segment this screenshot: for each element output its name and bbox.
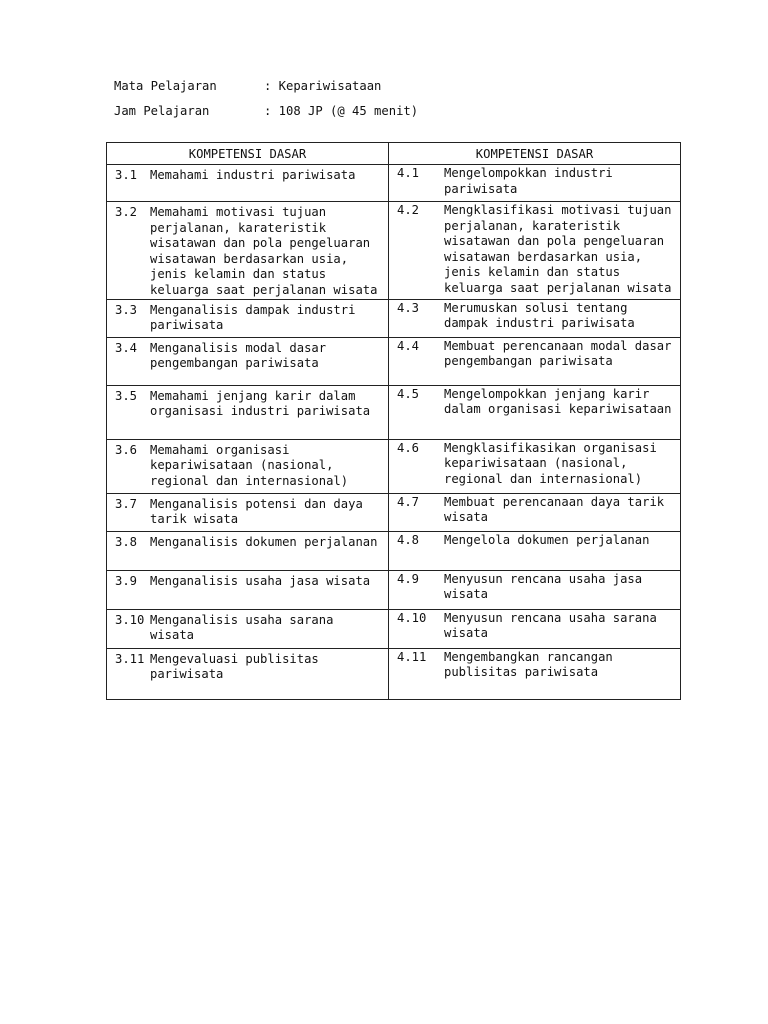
competency-number: 3.3 xyxy=(115,302,138,317)
competency-number: 3.4 xyxy=(115,340,138,355)
table-row xyxy=(107,439,681,493)
subject-label: Mata Pelajaran xyxy=(114,79,217,93)
competency-number: 3.5 xyxy=(115,388,138,403)
competency-number: 3.1 xyxy=(115,168,138,182)
competency-number: 3.2 xyxy=(115,205,138,219)
competency-text: Menganalisis usaha jasa wisata xyxy=(150,573,371,588)
competency-number: 3.7 xyxy=(115,496,138,511)
competency-number: 4.2 xyxy=(397,203,420,217)
skill-cell xyxy=(389,439,681,493)
competency-text: Mengklasifikasikan organisasi kepariwisataan (nasional, regional dan internasional) xyxy=(444,440,657,486)
competency-text: Menganalisis modal dasar pengembangan pariwisata xyxy=(150,340,327,371)
skill-cell xyxy=(389,531,681,570)
skill-cell xyxy=(389,385,681,439)
table-body xyxy=(107,165,681,700)
competency-number: 3.6 xyxy=(115,442,138,457)
hours-row xyxy=(114,101,418,126)
knowledge-cell xyxy=(107,609,389,648)
competency-text: Mengembangkan rancangan publisitas pariwisata xyxy=(444,649,613,680)
competency-text: Menyusun rencana usaha jasa wisata xyxy=(444,571,643,602)
competency-text: Menganalisis dampak industri pariwisata xyxy=(150,302,356,333)
competency-number: 3.9 xyxy=(115,573,138,588)
competency-number: 4.5 xyxy=(397,386,420,401)
subject-value: : Kepariwisataan xyxy=(264,79,382,93)
header-cell-knowledge: KOMPETENSI DASAR xyxy=(107,143,389,165)
header-cell-skill: KOMPETENSI DASAR xyxy=(389,143,681,165)
competency-number: 3.11 xyxy=(115,651,145,666)
table-row xyxy=(107,202,681,300)
competency-number: 4.4 xyxy=(397,338,420,353)
knowledge-cell xyxy=(107,648,389,699)
knowledge-cell xyxy=(107,493,389,531)
table-row xyxy=(107,648,681,699)
competency-text: Merumuskan solusi tentang dampak industri pariwisata xyxy=(444,300,635,331)
table-header-row xyxy=(107,143,681,165)
competency-text: Memahami motivasi tujuan perjalanan, karateristik wisatawan dan pola pengeluaran wisatawan berdasarkan usia, jenis kelamin dan status keluarga saat perjalanan wisata xyxy=(150,205,378,297)
skill-cell xyxy=(389,648,681,699)
competency-number: 4.11 xyxy=(397,649,427,664)
table-row xyxy=(107,531,681,570)
skill-cell xyxy=(389,493,681,531)
competency-text: Memahami industri pariwisata xyxy=(150,168,356,182)
competency-text: Memahami organisasi kepariwisataan (nasional, regional dan internasional) xyxy=(150,442,349,488)
competency-text: Memahami jenjang karir dalam organisasi industri pariwisata xyxy=(150,388,371,419)
knowledge-cell xyxy=(107,570,389,609)
knowledge-cell xyxy=(107,299,389,337)
skill-cell xyxy=(389,165,681,202)
competency-text: Membuat perencanaan daya tarik wisata xyxy=(444,494,665,525)
competency-text: Mengelompokkan jenjang karir dalam organisasi kepariwisataan xyxy=(444,386,672,417)
table-row xyxy=(107,609,681,648)
competency-table xyxy=(106,142,681,700)
skill-cell xyxy=(389,609,681,648)
skill-cell xyxy=(389,299,681,337)
subject-row xyxy=(114,76,418,101)
competency-text: Menyusun rencana usaha sarana wisata xyxy=(444,610,657,641)
table-row xyxy=(107,493,681,531)
knowledge-cell xyxy=(107,531,389,570)
hours-label: Jam Pelajaran xyxy=(114,104,210,118)
competency-number: 4.8 xyxy=(397,532,420,547)
competency-number: 4.3 xyxy=(397,300,420,315)
skill-cell xyxy=(389,337,681,385)
competency-text: Menganalisis dokumen perjalanan xyxy=(150,534,378,549)
table-row xyxy=(107,337,681,385)
competency-number: 4.9 xyxy=(397,571,420,586)
competency-text: Mengklasifikasi motivasi tujuan perjalanan, karateristik wisatawan dan pola pengeluaran wisatawan berdasarkan usia, jenis kelamin dan status keluarga saat perjalanan wisata xyxy=(444,203,672,295)
knowledge-cell xyxy=(107,385,389,439)
table-row xyxy=(107,570,681,609)
knowledge-cell xyxy=(107,439,389,493)
subject-info xyxy=(114,76,418,126)
skill-cell xyxy=(389,202,681,300)
competency-number: 3.8 xyxy=(115,534,138,549)
competency-number: 4.6 xyxy=(397,440,420,455)
competency-number: 4.1 xyxy=(397,166,420,180)
competency-number: 4.7 xyxy=(397,494,420,509)
competency-text: Mengelola dokumen perjalanan xyxy=(444,532,650,547)
competency-text: Mengelompokkan industri pariwisata xyxy=(444,166,613,196)
knowledge-cell xyxy=(107,165,389,202)
knowledge-cell xyxy=(107,337,389,385)
table-row xyxy=(107,165,681,202)
skill-cell xyxy=(389,570,681,609)
table-row xyxy=(107,299,681,337)
competency-number: 4.10 xyxy=(397,610,427,625)
table-row xyxy=(107,385,681,439)
competency-text: Mengevaluasi publisitas pariwisata xyxy=(150,651,319,682)
competency-text: Menganalisis usaha sarana wisata xyxy=(150,612,334,643)
competency-text: Membuat perencanaan modal dasar pengembangan pariwisata xyxy=(444,338,672,369)
hours-value: : 108 JP (@ 45 menit) xyxy=(264,104,419,118)
competency-text: Menganalisis potensi dan daya tarik wisata xyxy=(150,496,363,527)
competency-number: 3.10 xyxy=(115,612,145,627)
knowledge-cell xyxy=(107,202,389,300)
